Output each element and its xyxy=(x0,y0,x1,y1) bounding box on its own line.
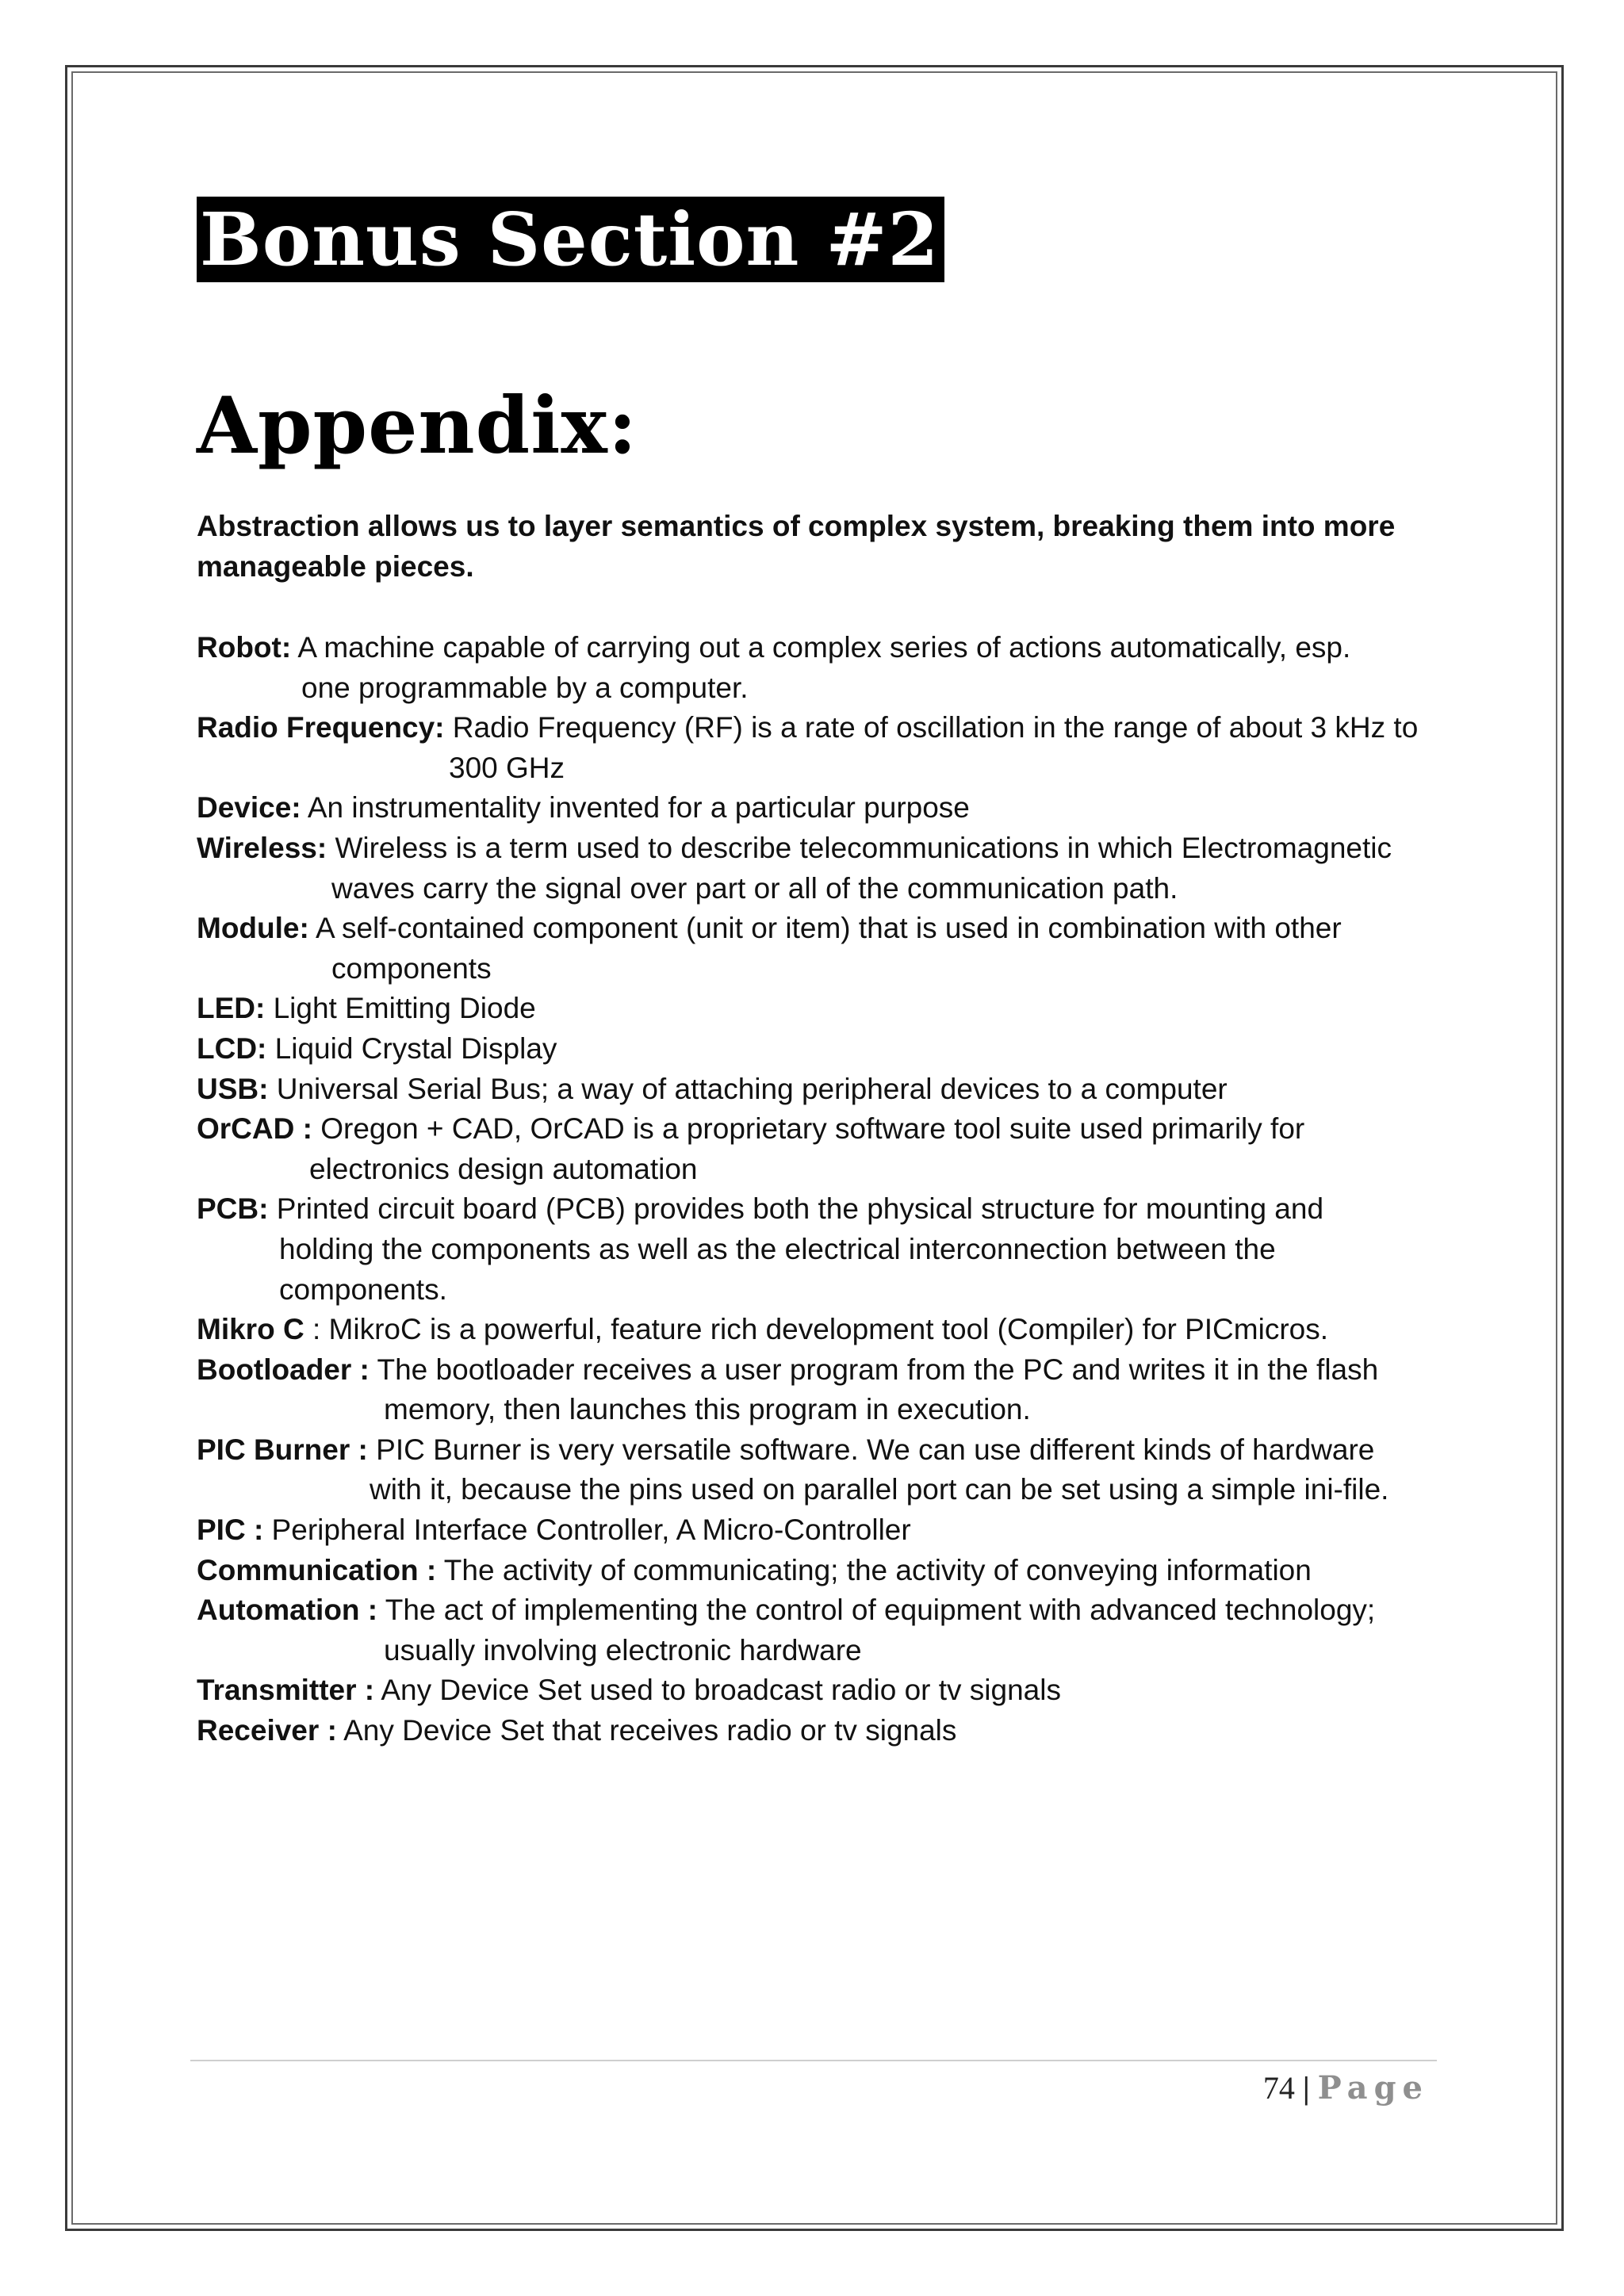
glossary-entry-communication xyxy=(197,1551,1465,1591)
glossary-term: Transmitter : xyxy=(197,1674,375,1707)
page-footer xyxy=(1263,2064,1429,2112)
glossary-definition-continued: electronics design automation xyxy=(309,1152,698,1185)
glossary-term: LCD: xyxy=(197,1031,267,1065)
page-title: Appendix: xyxy=(197,381,638,472)
glossary-definition-continued: 300 GHz xyxy=(449,751,565,784)
glossary-definition: Any Device Set that receives radio or tv signals xyxy=(336,1714,957,1747)
intro-paragraph: Abstraction allows us to layer semantics of complex system, breaking them into more manageable pieces. xyxy=(197,510,1396,583)
footer-divider xyxy=(190,2060,1437,2061)
glossary-definition-continued: components. xyxy=(279,1272,447,1306)
glossary-definition: Light Emitting Diode xyxy=(265,992,536,1025)
page-separator: | xyxy=(1302,2070,1310,2106)
glossary-term: Automation : xyxy=(197,1594,378,1627)
glossary-definition-continued: components xyxy=(331,951,492,985)
glossary-definition: Universal Serial Bus; a way of attaching peripheral devices to a computer xyxy=(268,1072,1228,1105)
glossary-definition: PIC Burner is very versatile software. We can use different kinds of hardware xyxy=(367,1433,1375,1466)
glossary-entry-orcad xyxy=(197,1109,1465,1189)
glossary-definition-continued: holding the components as well as the electrical interconnection between the xyxy=(279,1232,1276,1265)
glossary-list xyxy=(197,628,1465,1751)
glossary-entry-led xyxy=(197,989,1465,1029)
glossary-definition: Oregon + CAD, OrCAD is a proprietary software tool suite used primarily for xyxy=(312,1112,1305,1146)
glossary-term: PIC Burner : xyxy=(197,1433,368,1466)
glossary-definition-continued: usually involving electronic hardware xyxy=(384,1633,862,1667)
page-number: 74 xyxy=(1262,2070,1295,2106)
glossary-term: PIC : xyxy=(197,1513,264,1547)
glossary-definition: : MikroC is a powerful, feature rich development tool (Compiler) for PICmicros. xyxy=(304,1313,1329,1346)
glossary-term: Device: xyxy=(197,791,301,825)
glossary-definition: The activity of communicating; the activity of conveying information xyxy=(436,1553,1312,1586)
glossary-term: OrCAD : xyxy=(197,1112,312,1146)
glossary-definition: Peripheral Interface Controller, A Micro-Controller xyxy=(263,1513,911,1547)
glossary-term: USB: xyxy=(197,1072,269,1105)
glossary-entry-receiver xyxy=(197,1711,1465,1751)
glossary-entry-mikro-c xyxy=(197,1310,1465,1350)
glossary-definition: Any Device Set used to broadcast radio or tv signals xyxy=(374,1674,1061,1707)
glossary-term: Module: xyxy=(197,912,309,945)
glossary-definition: The bootloader receives a user program from the PC and writes it in the flash xyxy=(369,1353,1379,1386)
glossary-entry-automation xyxy=(197,1590,1465,1670)
glossary-entry-pic-burner xyxy=(197,1430,1465,1510)
glossary-term: Bootloader : xyxy=(197,1353,370,1386)
glossary-definition: The act of implementing the control of equipment with advanced technology; xyxy=(377,1594,1376,1627)
glossary-definition: A self-contained component (unit or item) that is used in combination with other xyxy=(308,912,1342,945)
glossary-term: Wireless: xyxy=(197,831,327,864)
page-label: Page xyxy=(1317,2069,1429,2107)
glossary-term: Receiver : xyxy=(197,1714,337,1747)
glossary-term: PCB: xyxy=(197,1192,269,1226)
glossary-term: Radio Frequency: xyxy=(197,711,445,744)
glossary-entry-radio-frequency xyxy=(197,708,1465,788)
section-banner: Bonus Section #2 xyxy=(197,197,944,282)
glossary-definition: Wireless is a term used to describe telecommunications in which Electromagnetic xyxy=(327,831,1392,864)
glossary-entry-wireless xyxy=(197,828,1465,909)
glossary-entry-transmitter xyxy=(197,1670,1465,1711)
glossary-entry-module xyxy=(197,909,1465,989)
glossary-entry-device xyxy=(197,788,1465,828)
glossary-definition: Radio Frequency (RF) is a rate of oscillation in the range of about 3 kHz to xyxy=(444,711,1419,744)
glossary-entry-bootloader xyxy=(197,1350,1465,1430)
glossary-term: Robot: xyxy=(197,631,292,664)
glossary-entry-usb xyxy=(197,1070,1465,1110)
glossary-definition: Printed circuit board (PCB) provides both the physical structure for mounting and xyxy=(268,1192,1324,1226)
glossary-entry-lcd xyxy=(197,1029,1465,1070)
glossary-definition-continued: one programmable by a computer. xyxy=(301,671,749,704)
glossary-entry-pcb xyxy=(197,1189,1465,1310)
glossary-entry-robot xyxy=(197,628,1465,708)
glossary-term: Communication : xyxy=(197,1553,437,1586)
glossary-term: LED: xyxy=(197,992,266,1025)
glossary-definition-continued: memory, then launches this program in execution. xyxy=(384,1393,1031,1426)
glossary-definition: A machine capable of carrying out a complex series of actions automatically, esp. xyxy=(291,631,1351,664)
glossary-definition-continued: with it, because the pins used on parallel port can be set using a simple ini-file. xyxy=(370,1473,1389,1506)
glossary-term: Mikro C xyxy=(197,1313,304,1346)
glossary-entry-pic xyxy=(197,1510,1465,1551)
glossary-definition: An instrumentality invented for a particular purpose xyxy=(301,791,970,825)
glossary-definition: Liquid Crystal Display xyxy=(266,1031,557,1065)
glossary-definition-continued: waves carry the signal over part or all of the communication path. xyxy=(331,871,1178,905)
